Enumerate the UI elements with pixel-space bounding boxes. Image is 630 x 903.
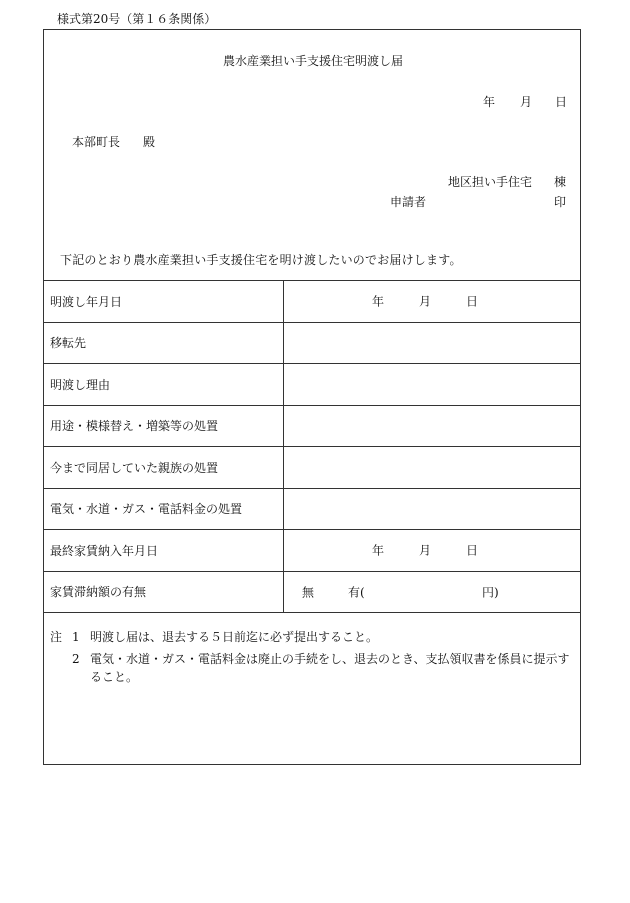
relatives-handling-cell[interactable] [284,447,581,489]
row-label: 用途・模様替え・増築等の処置 [44,405,284,447]
date-month-label: 月 [520,95,533,109]
housing-unit-label: 棟 [554,175,567,189]
note-text: 電気・水道・ガス・電話料金は廃止の手続をし、退去のとき、支払領収書を係員に提示すること。 [90,652,570,684]
applicant-label: 申請者 [390,195,427,209]
table-row [44,571,580,613]
year-label: 年 [372,294,385,309]
last-rent-date-cell[interactable] [284,530,581,572]
date-year-label: 年 [483,95,496,109]
month-label: 月 [419,543,432,558]
table-row [44,281,580,323]
notes-section [50,628,578,690]
note-number: 1 [72,630,80,644]
table-row [44,405,580,447]
rent-arrears-cell[interactable] [284,571,581,613]
row-label: 今まで同居していた親族の処置 [44,447,284,489]
utilities-handling-cell[interactable] [284,488,581,530]
table-row [44,530,580,572]
date-day-label: 日 [555,95,568,109]
notes-head: 注 [50,630,63,644]
date-value-cell[interactable] [284,281,581,323]
yes-option[interactable]: 有( [348,585,365,600]
details-table [44,280,580,613]
intro-text: 下記のとおり農水産業担い手支援住宅を明け渡したいのでお届けします。 [60,253,462,267]
none-option[interactable]: 無 [302,585,315,600]
note-item [50,628,578,646]
housing-label: 地区担い手住宅 [448,175,533,189]
row-label: 電気・水道・ガス・電話料金の処置 [44,488,284,530]
year-label: 年 [372,543,385,558]
reason-cell[interactable] [284,364,581,406]
row-label: 最終家賃納入年月日 [44,530,284,572]
table-row [44,447,580,489]
seal-mark: 印 [554,195,567,209]
note-number: 2 [72,652,80,666]
form-number-label: 様式第20号（第１６条関係） [57,12,217,26]
day-label: 日 [466,294,479,309]
row-label: 明渡し理由 [44,364,284,406]
destination-cell[interactable] [284,322,581,364]
day-label: 日 [466,543,479,558]
table-row [44,322,580,364]
month-label: 月 [419,294,432,309]
yen-label: 円) [482,585,499,600]
note-text: 明渡し届は、退去する５日前迄に必ず提出すること。 [90,630,379,644]
form-title: 農水産業担い手支援住宅明渡し届 [222,54,403,68]
note-item [50,650,578,686]
addressee-honorific: 殿 [143,135,156,149]
row-label: 移転先 [44,322,284,364]
alteration-handling-cell[interactable] [284,405,581,447]
form-frame [43,29,581,765]
table-row [44,364,580,406]
row-label: 明渡し年月日 [44,281,284,323]
addressee-name: 本部町長 [72,135,121,149]
table-row [44,488,580,530]
row-label: 家賃滞納額の有無 [44,571,284,613]
